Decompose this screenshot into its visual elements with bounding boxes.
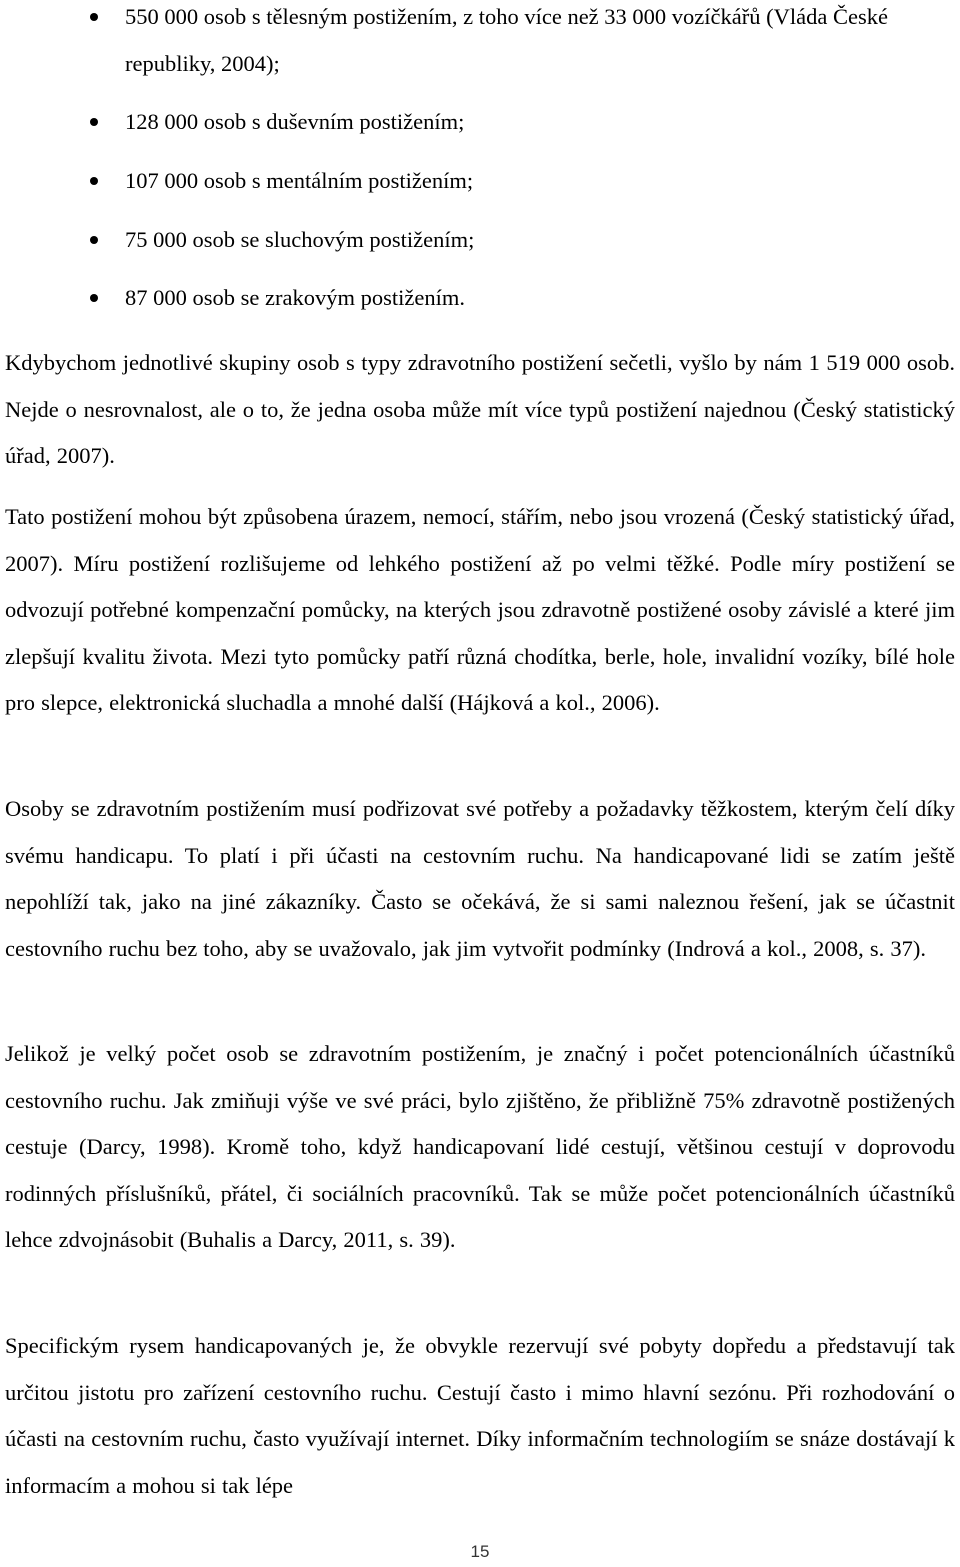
list-item-text: 75 000 osob se sluchovým postižením; xyxy=(125,226,475,252)
list-item-text: 550 000 osob s tělesným postižením, z toho více než 33 000 vozíčkářů (Vláda České republiky, 2004); xyxy=(125,4,888,76)
list-item xyxy=(0,158,960,205)
bullet-icon xyxy=(90,177,98,185)
list-item xyxy=(0,275,960,322)
paragraph: Jelikož je velký počet osob se zdravotním postižením, je značný i počet potencionálních účastníků cestovního ruchu. Jak zmiňuji výše ve své práci, bylo zjištěno, že přibližně 75% zdravotně postižených cestuje (Darcy, 1998). Kromě toho, když handicapovaní lidé cestují, většinou cestují v doprovodu rodinných příslušníků, přátel, či sociálních pracovníků. Tak se může počet potencionálních účastníků lehce zdvojnásobit (Buhalis a Darcy, 2011, s. 39). xyxy=(5,1041,955,1252)
paragraph: Tato postižení mohou být způsobena úrazem, nemocí, stářím, nebo jsou vrozená (Český statistický úřad, 2007). Míru postižení rozlišujeme od lehkého postižení až po velmi těžké. Podle míry postižení se odvozují potřebné kompenzační pomůcky, na kterých jsou zdravotně postižené osoby závislé a které jim zlepšují kvalitu života. Mezi tyto pomůcky patří různá chodítka, berle, hole, invalidní vozíky, bílé hole pro slepce, elektronická sluchadla a mnohé další (Hájková a kol., 2006). xyxy=(5,504,955,715)
list-item xyxy=(0,217,960,264)
paragraph: Kdybychom jednotlivé skupiny osob s typy zdravotního postižení sečetli, vyšlo by nám 1 519 000 osob. Nejde o nesrovnalost, ale o to, že jedna osoba může mít více typů postižení najednou (Český statistický úřad, 2007). xyxy=(5,350,955,468)
list-item-text: 128 000 osob s duševním postižením; xyxy=(125,109,465,135)
bullet-icon xyxy=(90,294,98,302)
list-item xyxy=(0,0,960,87)
paragraph: Osoby se zdravotním postižením musí podřizovat své potřeby a požadavky těžkostem, kterým čelí díky svému handicapu. To platí i při účasti na cestovním ruchu. Na handicapované lidi se zatím ještě nepohlíží tak, jako na jiné zákazníky. Často se očekává, že si sami naleznou řešení, jak se účastnit cestovního ruchu bez toho, aby se uvažovalo, jak jim vytvořit podmínky (Indrová a kol., 2008, s. 37). xyxy=(5,796,955,961)
paragraph: Specifickým rysem handicapovaných je, že obvykle rezervují své pobyty dopředu a představují tak určitou jistotu pro zařízení cestovního ruchu. Cestují často i mimo hlavní sezónu. Při rozhodování o účasti na cestovním ruchu, často využívají internet. Díky informačním technologiím se snáze dostávají k informacím a mohou si tak lépe xyxy=(5,1333,955,1498)
bullet-icon xyxy=(90,236,98,244)
list-item xyxy=(0,99,960,146)
page-number: 15 xyxy=(470,1542,490,1561)
bullet-icon xyxy=(90,13,98,21)
bullet-icon xyxy=(90,118,98,126)
bullet-list xyxy=(0,0,960,322)
list-item-text: 107 000 osob s mentálním postižením; xyxy=(125,167,474,193)
list-item-text: 87 000 osob se zrakovým postižením. xyxy=(125,285,465,311)
